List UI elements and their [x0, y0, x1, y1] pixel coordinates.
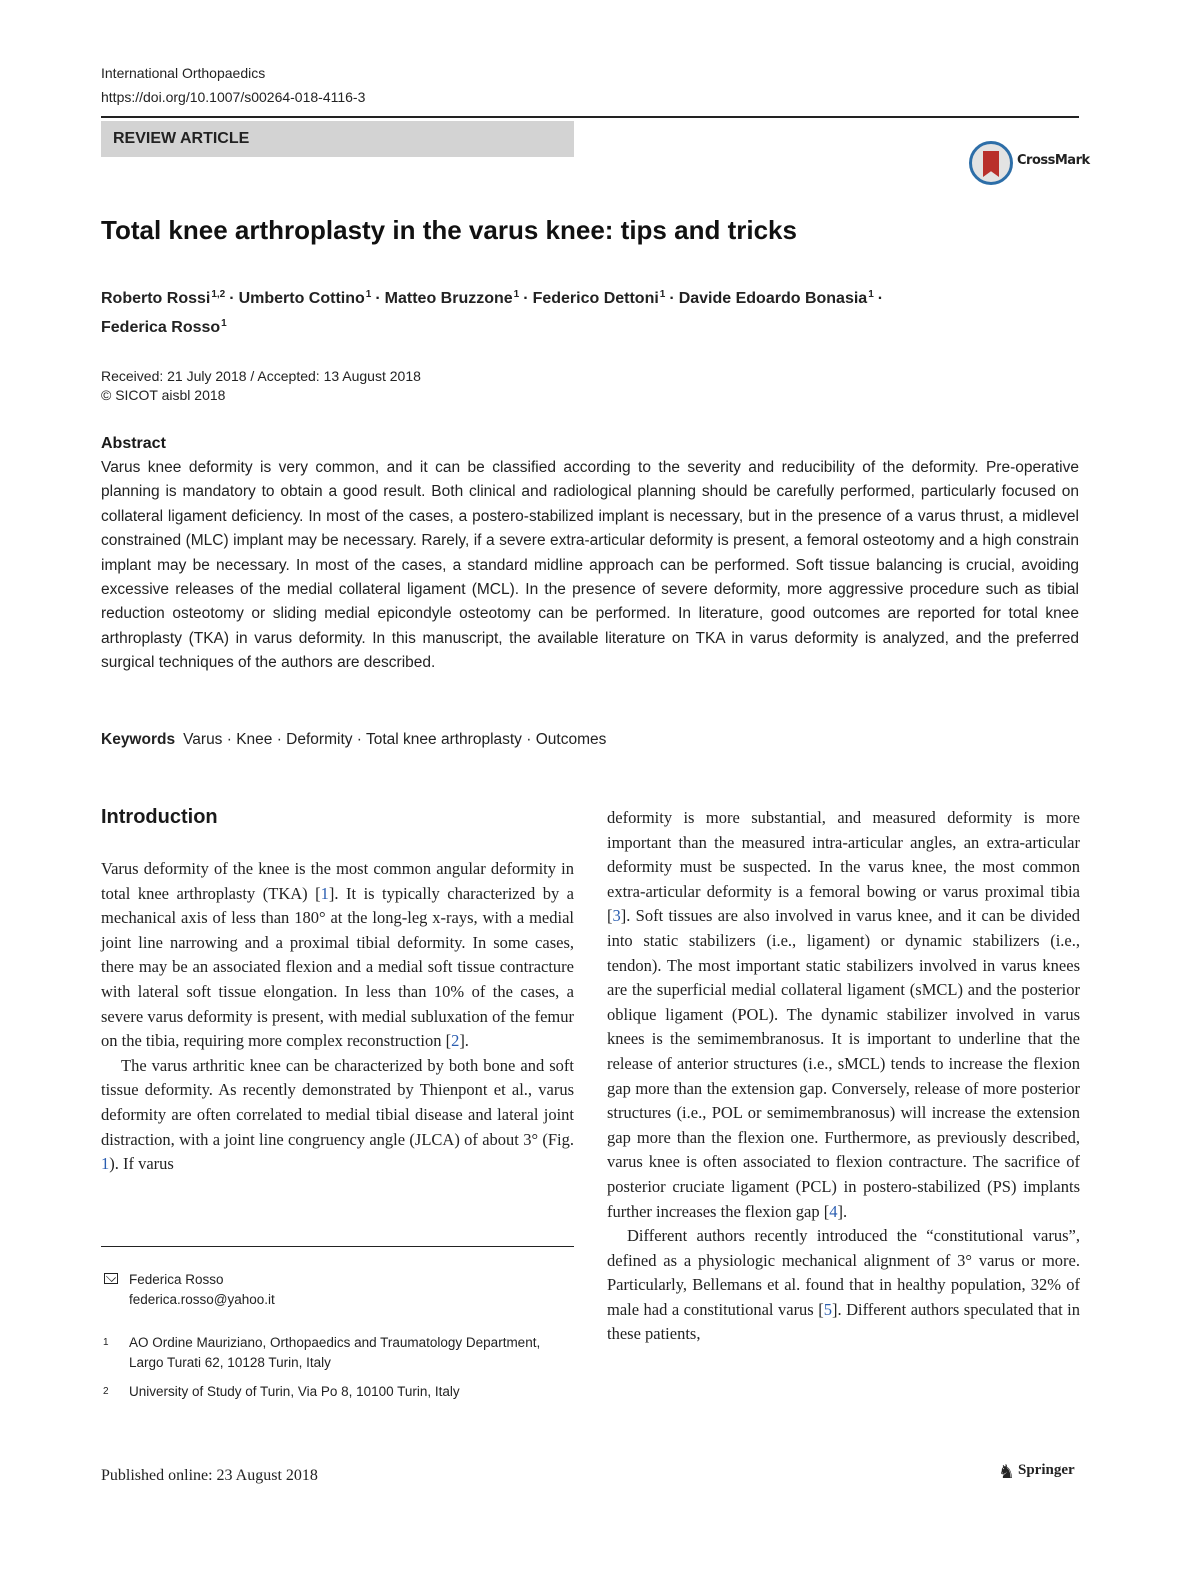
affiliation-number: 2: [103, 1386, 109, 1397]
keywords-label: Keywords: [101, 731, 176, 748]
abstract-text: Varus knee deformity is very common, and it can be classified according to the severity and reducibility of the deformity. Pre-operative planning is mandatory to obtain a good result. Both clinical and radiological planning should be carefully performed, particularly focused on collateral ligament deficiency. In most of the cases, a postero-stabilized implant is necessary, but in the presence of a varus thrust, a midlevel constrained (MLC) implant may be necessary. Rarely, if a severe extra-articular deformity is present, a femoral osteotomy and a high constrain implant may be necessary. In most of the cases, a standard midline approach can be performed. Soft tissue balancing is crucial, avoiding excessive releases of the medial collateral ligament (MCL). In the presence of severe deformity, more aggressive procedure such as tibial reduction osteotomy or sliding medial epicondyle osteotomy can be performed. In literature, good outcomes are reported for total knee arthroplasty (TKA) in varus deformity. In this manuscript, the available literature on TKA in varus deformity is analyzed, and the preferred surgical techniques of the authors are described.: [101, 459, 1079, 672]
author-affiliation: 1,2: [211, 289, 226, 300]
journal-name: International Orthopaedics: [101, 65, 266, 81]
copyright-line: © SICOT aisbl 2018: [101, 387, 226, 403]
author-name[interactable]: Roberto Rossi: [101, 290, 211, 307]
intro-paragraph: [607, 806, 1080, 1224]
intro-paragraph: [101, 857, 574, 1054]
text-run: ). If varus: [109, 1154, 174, 1174]
author-name[interactable]: Federica Rosso: [101, 319, 221, 336]
affiliation-text: AO Ordine Mauriziano, Orthopaedics and Traumatology Department, Largo Turati 62, 10128 Turin, Italy: [129, 1335, 541, 1370]
author-affiliation: 1: [868, 289, 874, 300]
keywords-line: [101, 729, 606, 751]
intro-paragraph: [101, 1054, 574, 1177]
text-run: ]. It is typically characterized by a mechanical axis of less than 180° at the long-leg x-rays, with a medial joint line narrowing and a proximal tibial deformity. In some cases, there may be an associated flexion and a medial soft tissue contracture with lateral soft tissue elongation. In less than 10% of the cases, a severe varus deformity is present, with medial subluxation of the femur on the tibia, requiring more complex reconstruction [: [101, 883, 574, 1051]
figure-link[interactable]: 1: [101, 1154, 110, 1174]
crossmark-icon: [969, 141, 1013, 185]
received-accepted-dates: Received: 21 July 2018 / Accepted: 13 August 2018: [101, 368, 421, 384]
publisher-name: Springer: [1018, 1462, 1075, 1478]
citation-link[interactable]: 1: [320, 883, 329, 903]
author-separator: ·: [229, 290, 235, 307]
header-rule: [101, 116, 1079, 118]
envelope-icon: [104, 1273, 118, 1284]
article-title: Total knee arthroplasty in the varus knee: tips and tricks: [101, 215, 797, 245]
springer-logo: [998, 1459, 1080, 1483]
doi-link[interactable]: https://doi.org/10.1007/s00264-018-4116-3: [101, 89, 366, 105]
author-affiliation: 1: [221, 318, 227, 329]
affiliation-text: University of Study of Turin, Via Po 8, 10100 Turin, Italy: [129, 1384, 460, 1399]
author-name[interactable]: Federico Dettoni: [532, 290, 659, 307]
contact-email-link[interactable]: federica.rosso@yahoo.it: [129, 1292, 275, 1307]
author-affiliation: 1: [513, 289, 520, 300]
text-run: Different authors recently introduced the “constitutional varus”, defined as a physiologic mechanical alignment of 3° varus or more. Particularly, Bellemans et al. found that in healthy population, 32% of male had a constitutional varus [: [607, 1226, 1080, 1319]
text-run: Varus deformity of the knee is the most common angular deformity in total knee arthroplasty (TKA) [: [101, 859, 574, 903]
abstract-heading: Abstract: [101, 435, 166, 452]
text-run: ].: [459, 1031, 469, 1051]
citation-link[interactable]: 3: [612, 906, 621, 926]
footnote-rule: [101, 1246, 574, 1247]
author-separator: ·: [375, 290, 381, 307]
author-list: [101, 282, 1081, 340]
crossmark-button[interactable]: [969, 141, 1090, 185]
author-name[interactable]: Davide Edoardo Bonasia: [678, 290, 868, 307]
crossmark-label: CrossMark: [1017, 153, 1090, 168]
author-affiliation: 1: [365, 289, 372, 300]
text-run: ]. Different authors speculated that in these patients,: [607, 1299, 1080, 1344]
author-separator: ·: [523, 290, 529, 307]
contact-name: Federica Rosso: [129, 1272, 224, 1287]
author-separator: ·: [669, 290, 675, 307]
citation-link[interactable]: 2: [451, 1031, 460, 1051]
author-separator: ·: [877, 290, 884, 307]
text-run: The varus arthritic knee can be characterized by both bone and soft tissue deformity. As recently demonstrated by Thienpont et al., varus deformity are often correlated to medial tibial disease and lateral joint distraction, with a joint line congruency angle (JLCA) of about 3° (Fig.: [101, 1055, 574, 1149]
keywords-list: Varus · Knee · Deformity · Total knee arthroplasty · Outcomes: [183, 731, 607, 748]
citation-link[interactable]: 4: [829, 1201, 838, 1221]
published-online-date: Published online: 23 August 2018: [101, 1467, 318, 1484]
article-type-banner: REVIEW ARTICLE: [101, 121, 574, 157]
introduction-heading: Introduction: [101, 806, 218, 828]
affiliation-number: 1: [103, 1337, 109, 1348]
right-column: [607, 806, 1080, 1347]
citation-link[interactable]: 5: [823, 1299, 832, 1319]
left-column: [101, 857, 574, 1177]
author-name[interactable]: Matteo Bruzzone: [384, 290, 513, 307]
author-affiliation: 1: [659, 289, 666, 300]
text-run: ]. Soft tissues are also involved in varus knee, and it can be divided into static stabilizers (i.e., ligament) or dynamic stabilizers (i.e., tendon). The most important static stabilizers involved in varus knees are the superficial medial collateral ligament (sMCL) and the posterior oblique ligament (POL). The dynamic stabilizer involved in varus knees is the semimembranosus. It is important to underline that the release of anterior structures (i.e., sMCL) tends to increase the flexion gap more than the extension gap. Conversely, release of more posterior structures (i.e., POL or semimembranosus) will increase the extension gap more than the flexion one. Furthermore, as previously described, varus knee is often associated to flexion contracture. The sacrifice of posterior cruciate ligament (PCL) in postero-stabilized (PS) implants further increases the flexion gap [: [607, 906, 1080, 1221]
text-run: ].: [837, 1201, 848, 1221]
text-run: deformity is more substantial, and measured deformity is more important than the measured intra-articular angles, an extra-articular deformity must be suspected. In the varus knee, the most common extra-articular deformity is a femoral bowing or varus proximal tibia [: [607, 808, 1080, 926]
springer-horse-icon: ♞: [998, 1462, 1016, 1483]
author-name[interactable]: Umberto Cottino: [238, 290, 365, 307]
intro-paragraph: [607, 1224, 1080, 1347]
